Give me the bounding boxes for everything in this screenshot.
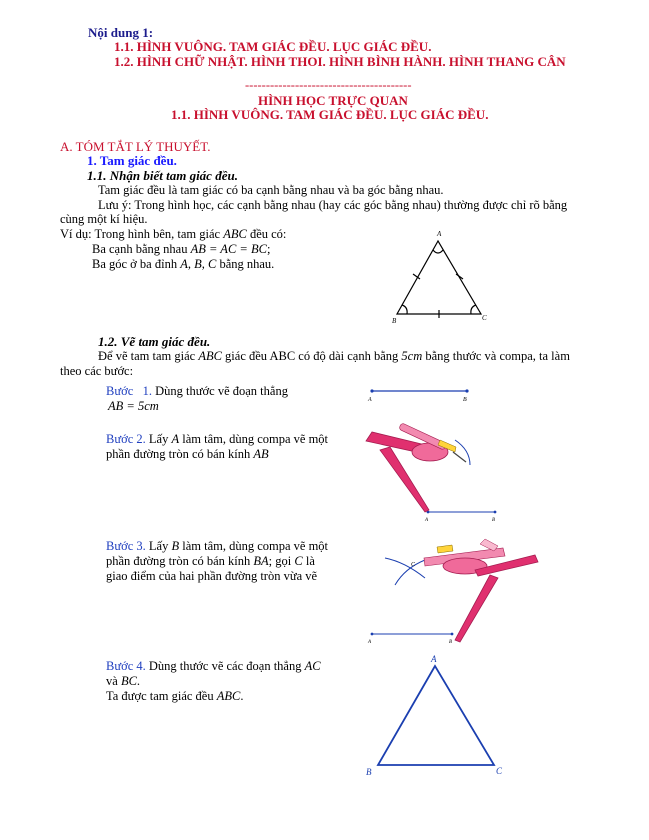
header-line-1: 1.1. HÌNH VUÔNG. TAM GIÁC ĐỀU. LỤC GIÁC ĐỀU. xyxy=(114,39,432,54)
header-line-2: 1.2. HÌNH CHỮ NHẬT. HÌNH THOI. HÌNH BÌNH HÀNH. HÌNH THANG CÂN xyxy=(114,54,566,69)
label-a-step2: A xyxy=(425,518,429,523)
final-label-a: A xyxy=(431,654,437,664)
example-text: Ví dụ: Trong hình bên, tam giác ABC đều có: xyxy=(60,227,287,241)
label-a-step1: A xyxy=(368,397,372,403)
label-a-small: A xyxy=(437,230,442,238)
note-text-2: cùng một kí hiệu. xyxy=(60,212,148,226)
step-3-text-3: giao điểm của hai phần đường tròn vừa vẽ xyxy=(106,569,318,583)
final-label-c: C xyxy=(496,766,503,776)
step-3-text: Bước 3. Lấy B làm tâm, dùng compa vẽ một xyxy=(106,539,329,553)
step-4-text-2: và BC. xyxy=(106,674,141,688)
label-a-step3: A xyxy=(368,640,372,645)
draw-intro-2: theo các bước: xyxy=(60,364,134,378)
definition-text: Tam giác đều là tam giác có ba cạnh bằng nhau và ba góc bằng nhau. xyxy=(98,183,444,197)
step-1-text: Bước 1. Dùng thước vẽ đoạn thẳng xyxy=(106,384,288,398)
heading-recognize: 1.1. Nhận biết tam giác đều. xyxy=(87,168,238,183)
label-c-small: C xyxy=(482,314,487,322)
step-2-text: Bước 2. Lấy A làm tâm, dùng compa vẽ một xyxy=(106,432,329,446)
section-subtitle: 1.1. HÌNH VUÔNG. TAM GIÁC ĐỀU. LỤC GIÁC ĐỀU. xyxy=(171,107,489,122)
part-a-title: A. TÓM TẮT LÝ THUYẾT. xyxy=(60,139,211,154)
label-b-step3: B xyxy=(449,640,453,645)
draw-intro-1: Để vẽ tam tam giác ABC giác đều ABC có độ dài cạnh bằng 5cm bằng thước và compa, ta làm xyxy=(98,349,570,363)
heading-equilateral: 1. Tam giác đều. xyxy=(87,153,177,168)
label-b-small: B xyxy=(392,317,397,325)
section-title: HÌNH HỌC TRỰC QUAN xyxy=(258,93,408,108)
heading-draw: 1.2. Vẽ tam giác đều. xyxy=(98,334,211,349)
step-1-math: AB = 5cm xyxy=(108,399,159,413)
final-triangle xyxy=(378,666,494,765)
note-text-1: Lưu ý: Trong hình học, các cạnh bằng nhau (hay các góc bằng nhau) thường được chỉ rõ bằng xyxy=(98,198,568,212)
label-c-step3: C xyxy=(411,562,416,568)
equal-angles-text: Ba góc ở ba đỉnh A, B, C bằng nhau. xyxy=(92,257,275,271)
equal-edges-text: Ba cạnh bằng nhau AB = AC = BC; xyxy=(92,242,271,256)
label-b-step1: B xyxy=(463,397,467,403)
step-4-text: Bước 4. Dùng thước vẽ các đoạn thẳng AC xyxy=(106,659,321,673)
divider: ---------------------------------------- xyxy=(245,78,412,92)
step-3-text-2: phần đường tròn có bán kính BA; gọi C là xyxy=(106,554,315,568)
step-4-text-3: Ta được tam giác đều ABC. xyxy=(106,689,244,703)
content-label: Nội dung 1: xyxy=(88,25,154,40)
step-2-text-2: phần đường tròn có bán kính AB xyxy=(106,447,269,461)
final-label-b: B xyxy=(366,767,372,777)
label-b-step2: B xyxy=(492,518,496,523)
